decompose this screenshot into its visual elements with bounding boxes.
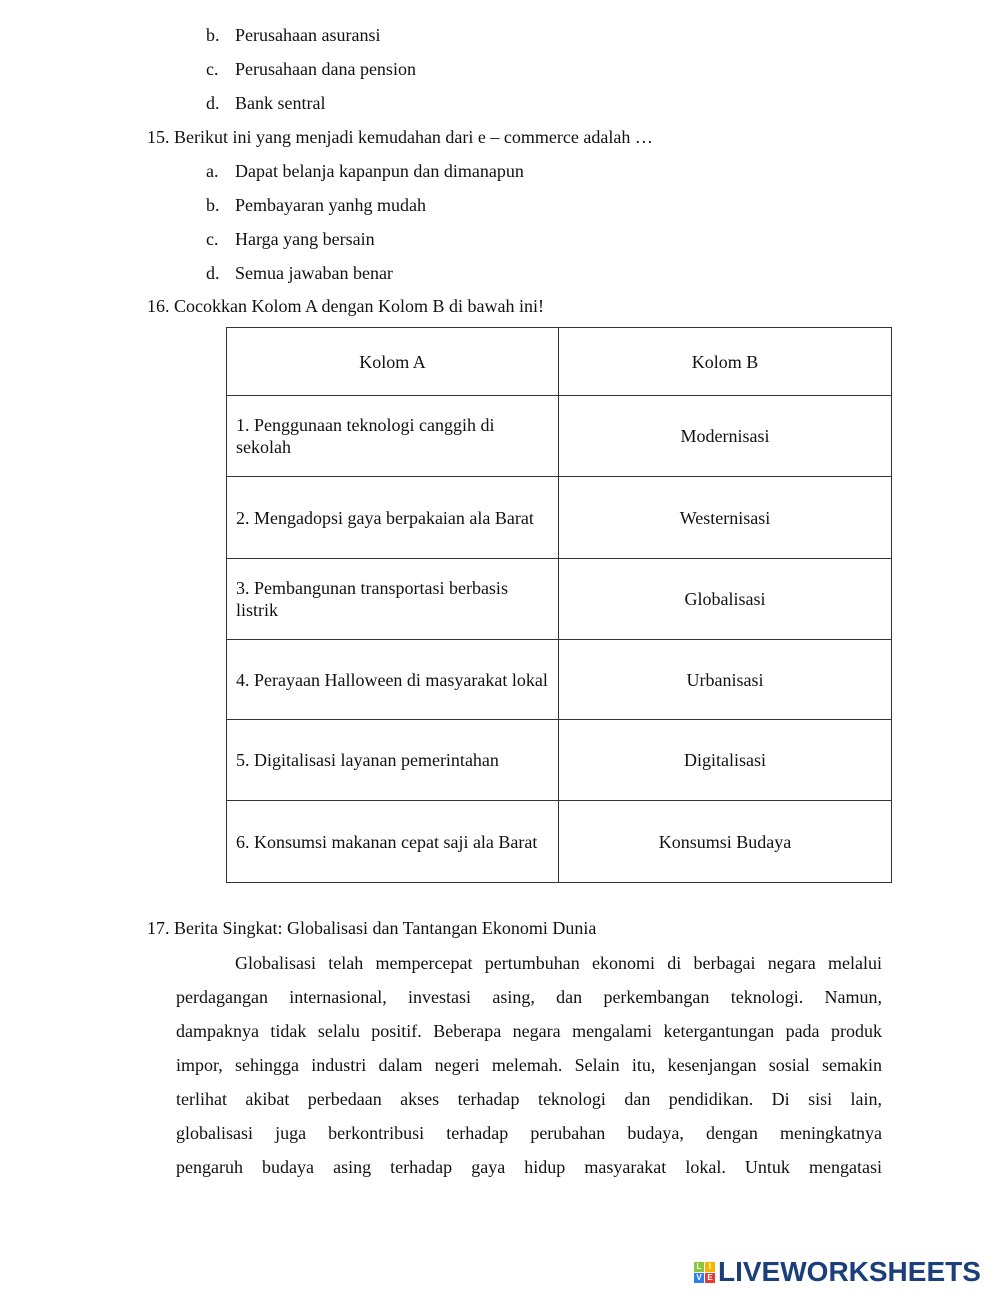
table-row [227, 720, 892, 801]
paragraph-line: dampaknya tidak selalu positif. Beberapa negara mengalami ketergantungan pada produk [176, 1021, 882, 1041]
paragraph-line: globalisasi juga berkontribusi terhadap perubahan budaya, dengan meningkatnya [176, 1123, 882, 1143]
matching-table [226, 327, 892, 883]
table-row [227, 396, 892, 477]
kolom-a-cell: 3. Pembangunan transportasi berbasis listrik [227, 559, 559, 640]
paragraph-line: perdagangan internasional, investasi asing, dan perkembangan teknologi. Namun, [176, 987, 882, 1007]
q16-question: 16. Cocokkan Kolom A dengan Kolom B di bawah ini! [147, 296, 544, 316]
kolom-a-cell: 6. Konsumsi makanan cepat saji ala Barat [227, 801, 559, 883]
table-row [227, 477, 892, 559]
table-header-row [227, 328, 892, 396]
kolom-b-cell: Urbanisasi [559, 640, 892, 720]
table-row [227, 801, 892, 883]
worksheet-page: b. Perusahaan asuransi c. Perusahaan dana pension d. Bank sentral 15. Berikut ini yang menjadi kemudahan dari e – commerce adalah … a. Dapat belanja kapanpun dan dimanapun b. Pembayaran yanhg mudah c. Harga yang bersain d. Semua jawaban benar 16. Cocokkan Kolom A dengan Kolom B di bawah ini! Kolom A Kolom B 1. Penggunaan teknologi canggih di sekolah Modernisasi 2. Mengadopsi gaya berpakaian ala Barat Westernisasi 3. Pembangunan transportasi berbasis listrik Globalisasi 4. Perayaan Halloween di masyarakat lokal Urbanisasi 5. Digitalisasi layanan pemerintahan Digitalisasi 6. Konsumsi makanan cepat saji ala Barat Konsumsi Budaya 17. Berita Singkat: Globalisasi dan Tantangan Ekonomi Dunia Globalisasi telah mempercepat pertumbuhan ekonomi di berbagai negara melalui perdagangan internasional, investasi asing, dan perkembangan teknologi. Namun, dampaknya tidak selalu positif. Beberapa negara mengalami ketergantungan pada produk impor, sehingga industri dalam negeri melemah. Selain itu, kesenjangan sosial semakin terlihat akibat perbedaan akses terhadap teknologi dan pendidikan. Di sisi lain, globalisasi juga berkontribusi terhadap perubahan budaya, dengan meningkatnya pengaruh budaya asing terhadap gaya hidup masyarakat lokal. Untuk mengatasi L I V E LIVEWORKSHEETS [0, 0, 1000, 1294]
logo-block: L [694, 1262, 704, 1272]
kolom-a-cell: 5. Digitalisasi layanan pemerintahan [227, 720, 559, 801]
kolom-a-cell: 2. Mengadopsi gaya berpakaian ala Barat [227, 477, 559, 559]
kolom-a-cell: 1. Penggunaan teknologi canggih di sekolah [227, 396, 559, 477]
kolom-b-cell: Westernisasi [559, 477, 892, 559]
kolom-b-cell: Konsumsi Budaya [559, 801, 892, 883]
kolom-b-cell: Globalisasi [559, 559, 892, 640]
paragraph-line: impor, sehingga industri dalam negeri melemah. Selain itu, kesenjangan sosial semakin [176, 1055, 882, 1075]
kolom-b-cell: Modernisasi [559, 396, 892, 477]
logo-block: I [705, 1262, 715, 1272]
logo-block: E [705, 1273, 715, 1283]
header-kolom-a: Kolom A [227, 328, 559, 396]
paragraph-line: Globalisasi telah mempercepat pertumbuhan ekonomi di berbagai negara melalui [235, 953, 882, 973]
q15-question: 15. Berikut ini yang menjadi kemudahan dari e – commerce adalah … [147, 127, 653, 147]
kolom-b-cell: Digitalisasi [559, 720, 892, 801]
logo-block: V [694, 1273, 704, 1283]
logo-text: LIVEWORKSHEETS [718, 1256, 981, 1287]
q17-title: 17. Berita Singkat: Globalisasi dan Tantangan Ekonomi Dunia [147, 918, 597, 938]
kolom-a-cell: 4. Perayaan Halloween di masyarakat lokal [227, 640, 559, 720]
paragraph-line: terlihat akibat perbedaan akses terhadap teknologi dan pendidikan. Di sisi lain, [176, 1089, 882, 1109]
header-kolom-b: Kolom B [559, 328, 892, 396]
paragraph-line: pengaruh budaya asing terhadap gaya hidup masyarakat lokal. Untuk mengatasi [176, 1157, 882, 1177]
liveworksheets-logo [694, 1256, 981, 1288]
q17-news-paragraph [176, 953, 882, 1191]
table-row [227, 559, 892, 640]
table-row [227, 640, 892, 720]
live-blocks-icon [694, 1262, 715, 1283]
